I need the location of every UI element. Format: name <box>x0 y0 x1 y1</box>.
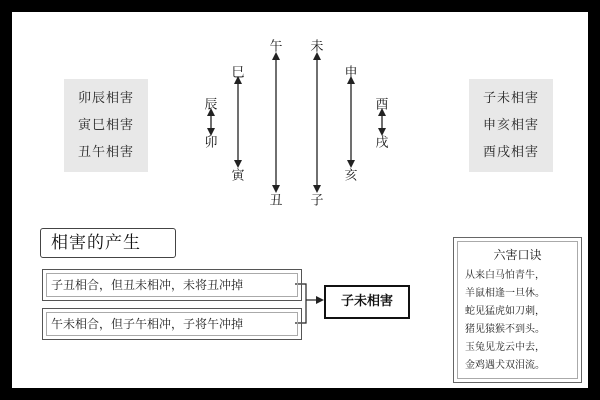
condition-1: 子丑相合，但丑未相冲，未将丑冲掉 <box>42 269 302 301</box>
branch-shen: 申 <box>344 65 358 81</box>
condition-2: 午未相合，但子午相冲，子将午冲掉 <box>42 308 302 340</box>
branch-xu: 戌 <box>375 135 389 151</box>
verse-line: 羊鼠相逢一旦休。 <box>465 288 545 299</box>
branch-you: 酉 <box>375 97 389 113</box>
diagram-frame <box>12 12 588 388</box>
harm-pair: 申亥相害 <box>482 118 539 133</box>
branch-chou: 丑 <box>269 193 283 209</box>
verse-line: 蛇见猛虎如刀刺， <box>465 306 545 317</box>
harm-pair: 酉戌相害 <box>482 145 539 160</box>
harm-pair: 寅巳相害 <box>77 118 134 133</box>
branch-wu: 午 <box>269 39 283 55</box>
branch-wei: 未 <box>310 39 324 55</box>
verse-line: 玉兔见龙云中去， <box>465 342 545 353</box>
verse-title: 六害口诀 <box>493 248 542 262</box>
branch-chen: 辰 <box>204 97 218 113</box>
branch-si: 巳 <box>231 65 245 81</box>
verse-box <box>453 237 582 383</box>
result-box: 子未相害 <box>324 285 410 319</box>
origin-title: 相害的产生 <box>40 228 176 258</box>
branch-yin: 寅 <box>231 168 245 184</box>
harm-pair: 丑午相害 <box>77 145 134 160</box>
verse-line: 猪见猿猴不到头。 <box>465 324 545 335</box>
branch-zi: 子 <box>310 193 324 209</box>
branch-hai: 亥 <box>344 168 358 184</box>
verse-line: 金鸡遇犬双泪流。 <box>465 360 545 371</box>
verse-line: 从来白马怕青牛， <box>465 270 545 281</box>
harm-pair: 子未相害 <box>482 91 539 106</box>
branch-mao: 卯 <box>204 135 218 151</box>
harm-pair: 卯辰相害 <box>77 91 134 106</box>
